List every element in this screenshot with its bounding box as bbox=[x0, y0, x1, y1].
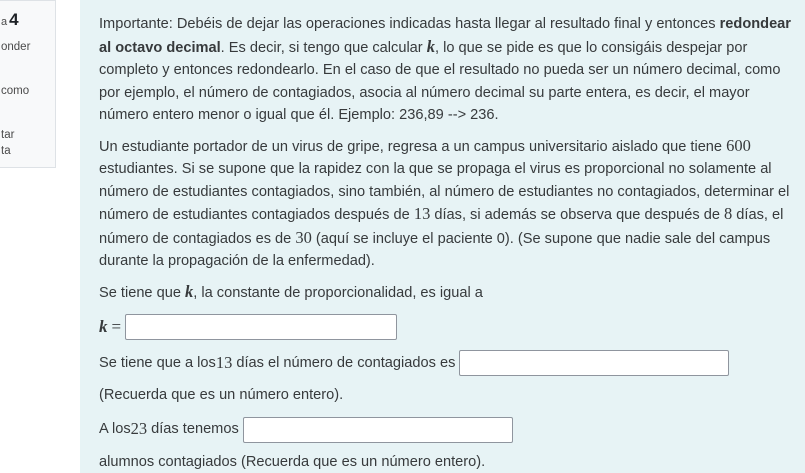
note-text: . Es decir, si tengo que calcular bbox=[220, 39, 427, 56]
answer-input-infected-23-days[interactable] bbox=[243, 417, 513, 443]
answer-label-k: k bbox=[99, 316, 108, 336]
question-text: A los bbox=[99, 421, 131, 438]
hint-integer: (Recuerda que es un número entero). bbox=[99, 387, 344, 403]
question-info-panel bbox=[0, 0, 56, 168]
problem-text: Un estudiante portador de un virus de gripe, regresa a un campus universitario aislado que tiene bbox=[99, 138, 727, 155]
number-infected: 30 bbox=[295, 227, 312, 247]
note-text: , lo que se pide es que lo consigáis despejar por completo y entonces redondearlo. En el caso de que el resultado no pueda ser un número decimal, como por ejemplo, el número de contagiados, asocia al número decimal su parte entera, es decir, el mayor número entero menor o igual que él. Ejemplo: 236,89 --> 236. bbox=[99, 39, 781, 123]
number-students: 600 bbox=[726, 135, 751, 155]
question-number bbox=[1, 10, 19, 30]
answer-row-23-days bbox=[99, 415, 799, 445]
question-text: Se tiene que bbox=[99, 284, 186, 301]
hint-after-input: alumnos contagiados (Recuerda que es un número entero). bbox=[99, 453, 486, 470]
question-label: a bbox=[1, 16, 8, 28]
number-days: 13 bbox=[215, 352, 233, 372]
question-text: Se tiene que a los bbox=[99, 354, 216, 371]
info-text-line: ta bbox=[1, 145, 11, 157]
problem-text: días, si además se observa que después de bbox=[430, 207, 724, 223]
question-text: días el número de contagiados es bbox=[236, 354, 456, 371]
info-text-line: onder bbox=[1, 41, 31, 53]
variable-k: k bbox=[426, 36, 435, 56]
number-days: 13 bbox=[413, 204, 431, 223]
answer-row-13-days bbox=[99, 348, 799, 378]
problem-text: (aquí se incluye el paciente 0). (Se supone que nadie sale del campus durante la propagación de la enfermedad). bbox=[99, 230, 771, 269]
number-days: 23 bbox=[130, 419, 148, 439]
equals-sign: = bbox=[111, 316, 122, 336]
info-text-line: como bbox=[1, 85, 30, 97]
answer-row-k bbox=[99, 312, 799, 342]
problem-statement bbox=[99, 135, 799, 273]
question-text: , la constante de proporcionalidad, es igual a bbox=[193, 284, 483, 301]
info-text-line: tar bbox=[1, 129, 15, 141]
answer-input-k[interactable] bbox=[125, 314, 397, 340]
problem-text: días, el número de contagiados es de bbox=[99, 207, 784, 247]
note-text: Importante: Debéis de dejar las operaciones indicadas hasta llegar al resultado final y entonces bbox=[99, 16, 720, 32]
question-number-value: 4 bbox=[9, 10, 19, 29]
instructions-note bbox=[99, 13, 799, 127]
variable-k: k bbox=[185, 281, 194, 301]
question-k-text bbox=[99, 281, 799, 305]
problem-text: estudiantes. Si se supone que la rapidez con la que se propaga el virus es proporcional no solamente al número de estudiantes contagiados, sino también, al número de estudiantes no contagiados, determinar el número de estudiantes contagiados después de bbox=[99, 161, 790, 223]
note-bold-text: redondear al octavo decimal bbox=[99, 16, 791, 56]
number-days-observed: 8 bbox=[724, 204, 733, 223]
question-text: días tenemos bbox=[151, 421, 239, 438]
question-content bbox=[80, 0, 805, 473]
answer-input-infected-13-days[interactable] bbox=[459, 350, 729, 376]
